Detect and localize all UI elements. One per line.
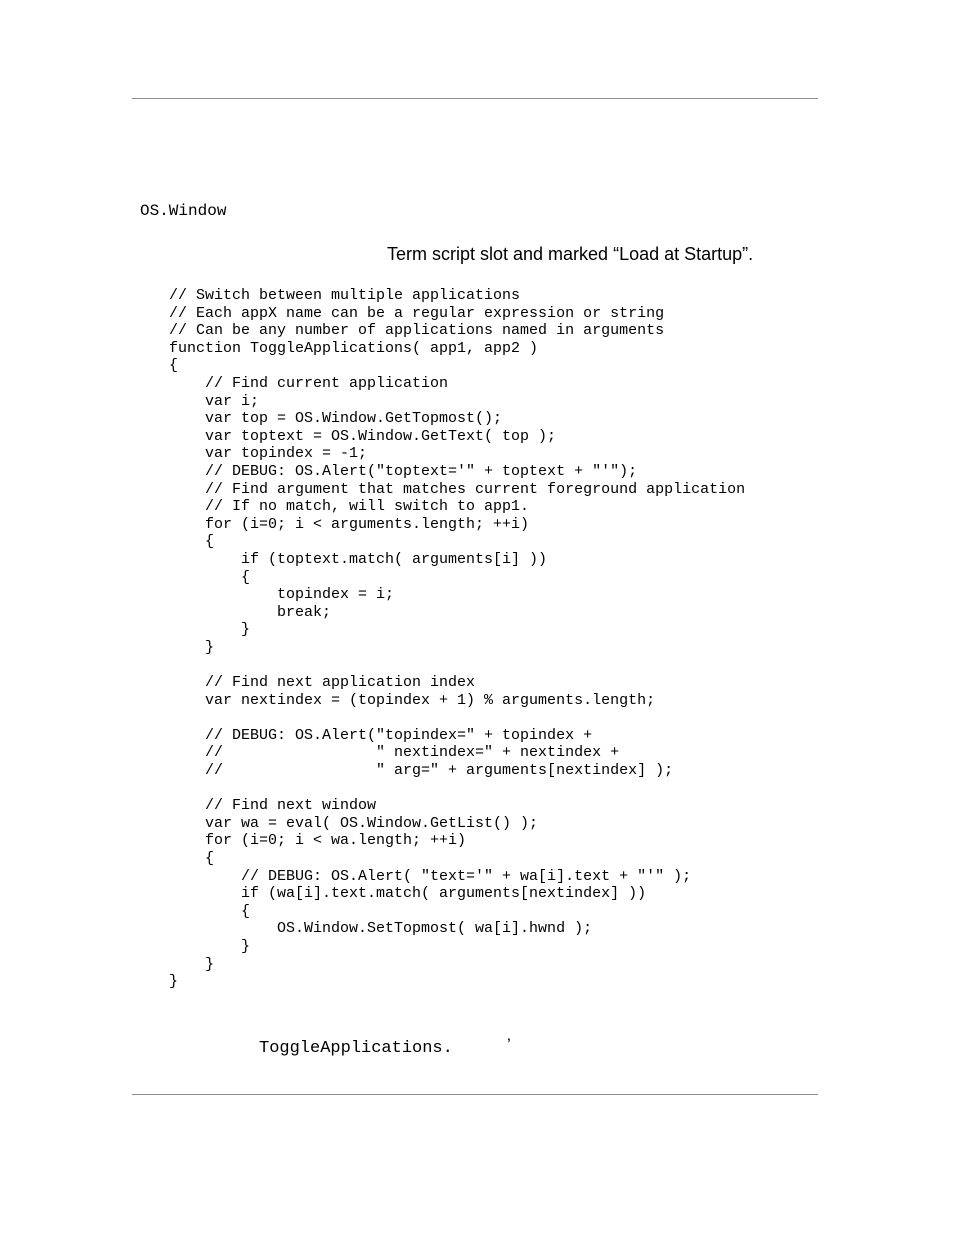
code-line: // DEBUG: OS.Alert("topindex=" + topindex +	[169, 726, 593, 744]
code-line: function ToggleApplications( app1, app2 )	[169, 339, 539, 357]
code-line: // Can be any number of applications named in arguments	[169, 322, 665, 340]
code-line: {	[169, 902, 251, 920]
code-line: }	[169, 937, 251, 955]
code-line: OS.Window.SetTopmost( wa[i].hwnd );	[169, 920, 593, 938]
code-line: // DEBUG: OS.Alert( "text='" + wa[i].text + "'" );	[169, 867, 692, 885]
code-line: // Find next application index	[169, 674, 476, 692]
bottom-rule	[132, 1094, 818, 1095]
code-line: }	[169, 955, 215, 973]
code-line: {	[169, 357, 179, 375]
code-line: }	[169, 973, 179, 991]
code-line: // Each appX name can be a regular expression or string	[169, 304, 665, 322]
code-line: var i;	[169, 392, 260, 410]
section-heading: OS.Window	[140, 202, 227, 220]
code-line: var top = OS.Window.GetTopmost();	[169, 410, 503, 428]
code-line: // Find next window	[169, 797, 377, 815]
code-line: for (i=0; i < wa.length; ++i)	[169, 832, 467, 850]
code-line: break;	[169, 603, 332, 621]
top-rule	[132, 98, 818, 99]
code-line	[169, 780, 745, 798]
intro-text: Term script slot and marked “Load at Startup”.	[387, 244, 754, 264]
code-line: // " arg=" + arguments[nextindex] );	[169, 762, 674, 780]
code-line	[169, 656, 745, 674]
code-line: var wa = eval( OS.Window.GetList() );	[169, 814, 539, 832]
code-line: // Find argument that matches current foreground application	[169, 480, 746, 498]
code-line: // " nextindex=" + nextindex +	[169, 744, 620, 762]
code-line: topindex = i;	[169, 586, 395, 604]
code-line: var topindex = -1;	[169, 445, 368, 463]
code-line: }	[169, 621, 251, 639]
code-line: // DEBUG: OS.Alert("toptext='" + toptext + "'");	[169, 462, 638, 480]
footer-apostrophe: ’	[507, 1035, 511, 1054]
code-line: for (i=0; i < arguments.length; ++i)	[169, 515, 530, 533]
code-line	[169, 709, 745, 727]
code-line: // If no match, will switch to app1.	[169, 498, 530, 516]
code-line: if (toptext.match( arguments[i] ))	[169, 550, 548, 568]
code-block	[169, 287, 745, 991]
code-line: // Switch between multiple applications	[169, 287, 521, 304]
code-line: {	[169, 568, 251, 586]
code-line: // Find current application	[169, 374, 449, 392]
code-line: {	[169, 533, 215, 551]
code-line: {	[169, 850, 215, 867]
code-line: var nextindex = (topindex + 1) % arguments.length;	[169, 691, 656, 709]
code-line: }	[169, 638, 215, 656]
code-line: var toptext = OS.Window.GetText( top );	[169, 427, 557, 445]
code-line: if (wa[i].text.match( arguments[nextindex] ))	[169, 885, 647, 903]
footer-code-reference: ToggleApplications.	[259, 1039, 453, 1058]
